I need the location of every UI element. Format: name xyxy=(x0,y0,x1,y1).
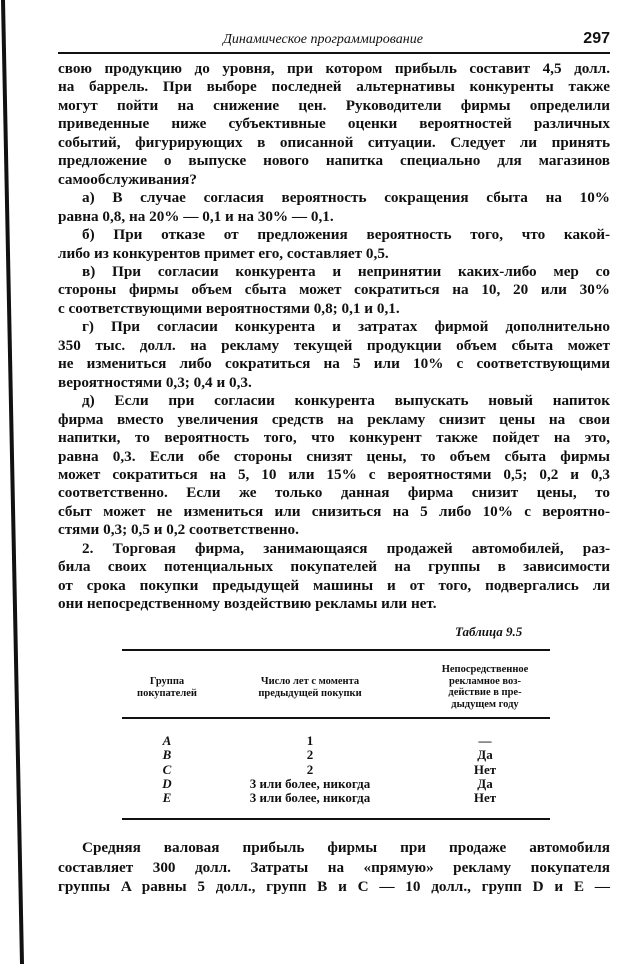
page-number: 297 xyxy=(583,30,610,47)
text-line: сбыт может не измениться или снизиться на 5 либо 10% с вероятно- xyxy=(58,502,610,520)
header-rule xyxy=(58,52,610,54)
text-line: напитки, то вероятность того, что конкурент также пойдет на это, xyxy=(58,429,610,447)
cell-years: 3 или более, никогда xyxy=(249,775,371,791)
text-line: они непосредственному воздействию рекламы или нет. xyxy=(58,595,437,613)
text-line: предложение о выпуске нового напитка специально для магазинов xyxy=(58,152,610,170)
header-line: покупателей xyxy=(137,687,197,699)
running-header xyxy=(58,30,610,50)
text-line: составляет 300 долл. Затраты на «прямую» рекламу покупателя xyxy=(58,858,610,876)
header-line: действие в пре- xyxy=(448,687,522,698)
text-line: событий, фигурирующих в описанной ситуации. Следует ли принять xyxy=(58,133,610,151)
cell-advertising: Да xyxy=(477,775,493,791)
table-caption: Таблица 9.5 xyxy=(455,624,523,639)
text-line: от срока покупки предыдущей машины и от того, подвергались ли xyxy=(58,576,610,594)
running-header-title: Динамическое программирование xyxy=(223,32,423,47)
text-line: стями 0,3; 0,5 и 0,2 соответственно. xyxy=(58,521,299,539)
cell-group: C xyxy=(162,761,172,777)
text-line: могут пойти на снижение цен. Руководители фирмы определили xyxy=(58,96,610,114)
text-line: равна 0,8, на 20% — 0,1 и на 30% — 0,1. xyxy=(58,207,334,225)
header-line: Непосредственное xyxy=(441,664,529,675)
text-line: соответственно. Если же только данная фирма снизит цены, то xyxy=(58,484,610,502)
text-line: д) Если при согласии конкурента выпускать новый напиток xyxy=(82,392,610,410)
cell-advertising: Нет xyxy=(473,761,497,777)
text-line: свою продукцию до уровня, при котором прибыль составит 4,5 долл. xyxy=(58,60,610,77)
text-line: а) В случае согласия вероятность сокращения сбыта на 10% xyxy=(82,189,610,207)
cell-years: 3 или более, никогда xyxy=(249,790,371,806)
cell-group: E xyxy=(162,790,172,806)
text-line: самообслуживания? xyxy=(58,170,197,188)
text-line: равна 0,3. Если обе стороны снизят цены, то объем сбыта фирмы xyxy=(58,447,610,465)
table-header-advertising xyxy=(420,664,550,710)
text-line: либо из конкурентов примет его, составляет 0,5. xyxy=(58,244,389,262)
cell-group: A xyxy=(162,733,172,748)
table-bottom-rule xyxy=(122,818,550,820)
cell-advertising: Нет xyxy=(473,790,497,806)
cell-years: 2 xyxy=(306,747,314,763)
text-line: приведенные ниже субъективные оценки вероятностей различных xyxy=(58,115,610,133)
text-line: Средняя валовая прибыль фирмы при продаже автомобиля xyxy=(82,839,610,856)
text-line: б) При отказе от предложения вероятность того, что какой- xyxy=(82,226,610,244)
text-line: в) При согласии конкурента и непринятии каких-либо мер со xyxy=(82,262,610,280)
text-line: 2. Торговая фирма, занимающаяся продажей автомобилей, раз- xyxy=(82,539,610,557)
text-line: может сократиться на 5, 10 или 15% с вероятностями 0,5; 0,2 и 0,3 xyxy=(58,465,610,483)
header-line: Группа xyxy=(149,676,185,687)
header-line: Число лет с момента xyxy=(260,676,360,687)
text-line: фирма вместо увеличения средств на рекламу снизит цены на свои xyxy=(58,410,610,428)
header-line: дыдущем году xyxy=(451,698,519,710)
text-line: не измениться либо сократиться на 5 или 10% с соответствующими xyxy=(58,355,610,373)
text-line: 350 тыс. долл. на рекламу текущей продукции объем сбыта может xyxy=(58,336,610,354)
text-line: на баррель. При выборе последней альтернативы конкуренты также xyxy=(58,78,610,96)
cell-advertising: Да xyxy=(477,747,493,763)
text-line: стороны фирмы объем сбыта может сократиться на 10, 20 или 30% xyxy=(58,281,610,299)
table-top-rule xyxy=(122,649,550,651)
header-line: рекламное воз- xyxy=(449,675,521,687)
cell-years: 2 xyxy=(306,761,314,777)
body-text xyxy=(58,60,610,614)
cell-years: 1 xyxy=(306,733,314,748)
text-line: вероятностями 0,3; 0,4 и 0,3. xyxy=(58,373,252,391)
cell-group: B xyxy=(162,747,172,763)
text-line: била своих потенциальных покупателей на группы в зависимости xyxy=(58,558,610,576)
table-header-group xyxy=(122,676,212,699)
closing-paragraph xyxy=(58,838,610,897)
table-header-years xyxy=(230,676,390,699)
cell-advertising: — xyxy=(478,733,492,748)
text-line: г) При согласии конкурента и затратах фирмой дополнительно xyxy=(82,318,610,336)
cell-group: D xyxy=(162,775,172,791)
text-line: с соответствующими вероятностями 0,8; 0,1 и 0,1. xyxy=(58,299,400,317)
table-header-rule xyxy=(122,717,550,719)
header-line: предыдущей покупки xyxy=(258,687,362,699)
text-line: группы A равны 5 долл., групп B и C — 10 долл., групп D и E — xyxy=(58,878,610,895)
